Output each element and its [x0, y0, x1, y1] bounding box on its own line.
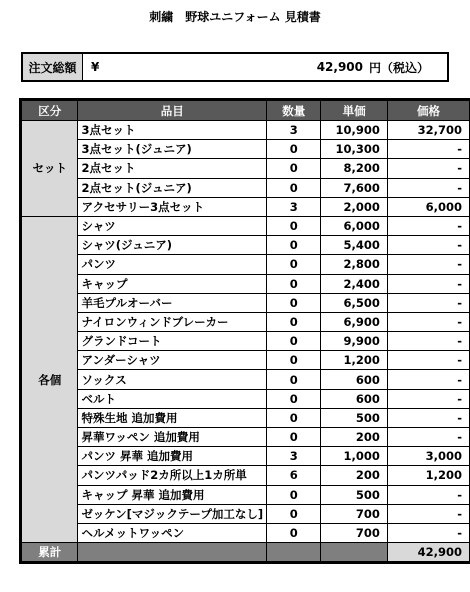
- item-cell: キャップ 昇華 追加費用: [78, 485, 267, 504]
- unit-price-cell: 2,400: [321, 274, 388, 293]
- table-row: [22, 293, 470, 312]
- unit-price-cell: 700: [321, 504, 388, 523]
- table-row: [22, 447, 470, 466]
- grand-total-blank: [321, 543, 388, 562]
- qty-cell[interactable]: 0: [267, 236, 321, 255]
- yen-symbol: ¥: [91, 60, 100, 74]
- table-row: [22, 121, 470, 140]
- header-category: 区分: [22, 101, 78, 121]
- unit-price-cell: 2,800: [321, 255, 388, 274]
- table-row: [22, 485, 470, 504]
- unit-price-cell: 8,200: [321, 159, 388, 178]
- table-row: [22, 408, 470, 427]
- item-cell: 2点セット(ジュニア): [78, 178, 267, 197]
- price-cell: -: [387, 523, 469, 542]
- order-total-box: [21, 52, 449, 82]
- price-cell: -: [387, 370, 469, 389]
- unit-price-cell: 9,900: [321, 332, 388, 351]
- table-row: [22, 428, 470, 447]
- order-total-amount: 42,900: [316, 60, 363, 74]
- table-header-row: [22, 101, 470, 121]
- price-cell: -: [387, 293, 469, 312]
- unit-price-cell: 7,600: [321, 178, 388, 197]
- price-cell: -: [387, 389, 469, 408]
- price-cell: 3,000: [387, 447, 469, 466]
- qty-cell[interactable]: 0: [267, 389, 321, 408]
- table-row: [22, 312, 470, 331]
- price-cell: -: [387, 274, 469, 293]
- unit-price-cell: 200: [321, 428, 388, 447]
- quote-table: [21, 100, 470, 562]
- price-cell: -: [387, 255, 469, 274]
- qty-cell[interactable]: 0: [267, 274, 321, 293]
- price-cell: -: [387, 312, 469, 331]
- grand-total-amount: 42,900: [387, 543, 469, 562]
- item-cell: 2点セット: [78, 159, 267, 178]
- table-row: [22, 389, 470, 408]
- qty-cell[interactable]: 0: [267, 255, 321, 274]
- qty-cell[interactable]: 0: [267, 293, 321, 312]
- item-cell: 3点セット: [78, 121, 267, 140]
- qty-cell[interactable]: 0: [267, 351, 321, 370]
- header-unit-price: 単価: [321, 101, 388, 121]
- qty-cell[interactable]: 0: [267, 312, 321, 331]
- unit-price-cell: 500: [321, 408, 388, 427]
- table-row: [22, 255, 470, 274]
- header-price: 価格: [387, 101, 469, 121]
- unit-price-cell: 200: [321, 466, 388, 485]
- price-cell: -: [387, 485, 469, 504]
- item-cell: ソックス: [78, 370, 267, 389]
- unit-price-cell: 700: [321, 523, 388, 542]
- grand-total-row: [22, 543, 470, 562]
- price-cell: -: [387, 408, 469, 427]
- unit-price-cell: 10,900: [321, 121, 388, 140]
- grand-total-blank: [78, 543, 267, 562]
- qty-cell[interactable]: 0: [267, 428, 321, 447]
- price-cell: -: [387, 504, 469, 523]
- price-cell: -: [387, 159, 469, 178]
- unit-price-cell: 600: [321, 370, 388, 389]
- item-cell: アンダーシャツ: [78, 351, 267, 370]
- table-row: [22, 236, 470, 255]
- qty-cell[interactable]: 0: [267, 332, 321, 351]
- qty-cell[interactable]: 0: [267, 523, 321, 542]
- qty-cell[interactable]: 3: [267, 197, 321, 216]
- table-row: [22, 351, 470, 370]
- item-cell: 羊毛プルオーバー: [78, 293, 267, 312]
- item-cell: キャップ: [78, 274, 267, 293]
- table-row: [22, 159, 470, 178]
- unit-price-cell: 6,000: [321, 216, 388, 235]
- item-cell: シャツ: [78, 216, 267, 235]
- unit-price-cell: 6,500: [321, 293, 388, 312]
- price-cell: -: [387, 216, 469, 235]
- price-cell: 32,700: [387, 121, 469, 140]
- price-cell: -: [387, 236, 469, 255]
- item-cell: 昇華ワッペン 追加費用: [78, 428, 267, 447]
- price-cell: -: [387, 140, 469, 159]
- page-title: 刺繍 野球ユニフォーム 見積書: [149, 10, 321, 24]
- item-cell: パンツ 昇華 追加費用: [78, 447, 267, 466]
- table-row: [22, 274, 470, 293]
- grand-total-blank: [267, 543, 321, 562]
- table-row: [22, 216, 470, 235]
- unit-price-cell: 2,000: [321, 197, 388, 216]
- table-row: [22, 523, 470, 542]
- item-cell: 特殊生地 追加費用: [78, 408, 267, 427]
- unit-price-cell: 1,000: [321, 447, 388, 466]
- header-qty: 数量: [267, 101, 321, 121]
- table-row: [22, 178, 470, 197]
- price-cell: -: [387, 178, 469, 197]
- table-row: [22, 332, 470, 351]
- item-cell: アクセサリー3点セット: [78, 197, 267, 216]
- unit-price-cell: 600: [321, 389, 388, 408]
- qty-cell[interactable]: 3: [267, 447, 321, 466]
- unit-price-cell: 5,400: [321, 236, 388, 255]
- price-cell: 1,200: [387, 466, 469, 485]
- item-cell: ベルト: [78, 389, 267, 408]
- table-row: [22, 370, 470, 389]
- qty-cell[interactable]: 3: [267, 121, 321, 140]
- price-cell: -: [387, 428, 469, 447]
- unit-price-cell: 6,900: [321, 312, 388, 331]
- item-cell: ナイロンウィンドブレーカー: [78, 312, 267, 331]
- order-total-label: 注文総額: [23, 54, 83, 80]
- item-cell: パンツ: [78, 255, 267, 274]
- qty-cell[interactable]: 0: [267, 178, 321, 197]
- price-cell: -: [387, 351, 469, 370]
- table-row: [22, 504, 470, 523]
- unit-price-cell: 1,200: [321, 351, 388, 370]
- item-cell: グランドコート: [78, 332, 267, 351]
- unit-price-cell: 500: [321, 485, 388, 504]
- qty-cell[interactable]: 6: [267, 466, 321, 485]
- qty-cell[interactable]: 0: [267, 140, 321, 159]
- category-cell: セット: [22, 121, 78, 217]
- qty-cell[interactable]: 0: [267, 159, 321, 178]
- table-row: [22, 140, 470, 159]
- item-cell: シャツ(ジュニア): [78, 236, 267, 255]
- price-cell: 6,000: [387, 197, 469, 216]
- price-cell: -: [387, 332, 469, 351]
- order-total-unit: 円（税込）: [369, 60, 430, 75]
- unit-price-cell: 10,300: [321, 140, 388, 159]
- qty-cell[interactable]: 0: [267, 370, 321, 389]
- qty-cell[interactable]: 0: [267, 485, 321, 504]
- item-cell: ゼッケン[マジックテープ加工なし]: [78, 504, 267, 523]
- grand-total-label: 累計: [22, 543, 78, 562]
- qty-cell[interactable]: 0: [267, 408, 321, 427]
- category-cell: 各個: [22, 216, 78, 542]
- order-total-value: [83, 54, 447, 80]
- table-row: [22, 197, 470, 216]
- item-cell: 3点セット(ジュニア): [78, 140, 267, 159]
- item-cell: パンツパッド2カ所以上1カ所単: [78, 466, 267, 485]
- table-body: [22, 121, 470, 543]
- qty-cell[interactable]: 0: [267, 504, 321, 523]
- table-row: [22, 466, 470, 485]
- item-cell: ヘルメットワッペン: [78, 523, 267, 542]
- header-item: 品目: [78, 101, 267, 121]
- qty-cell[interactable]: 0: [267, 216, 321, 235]
